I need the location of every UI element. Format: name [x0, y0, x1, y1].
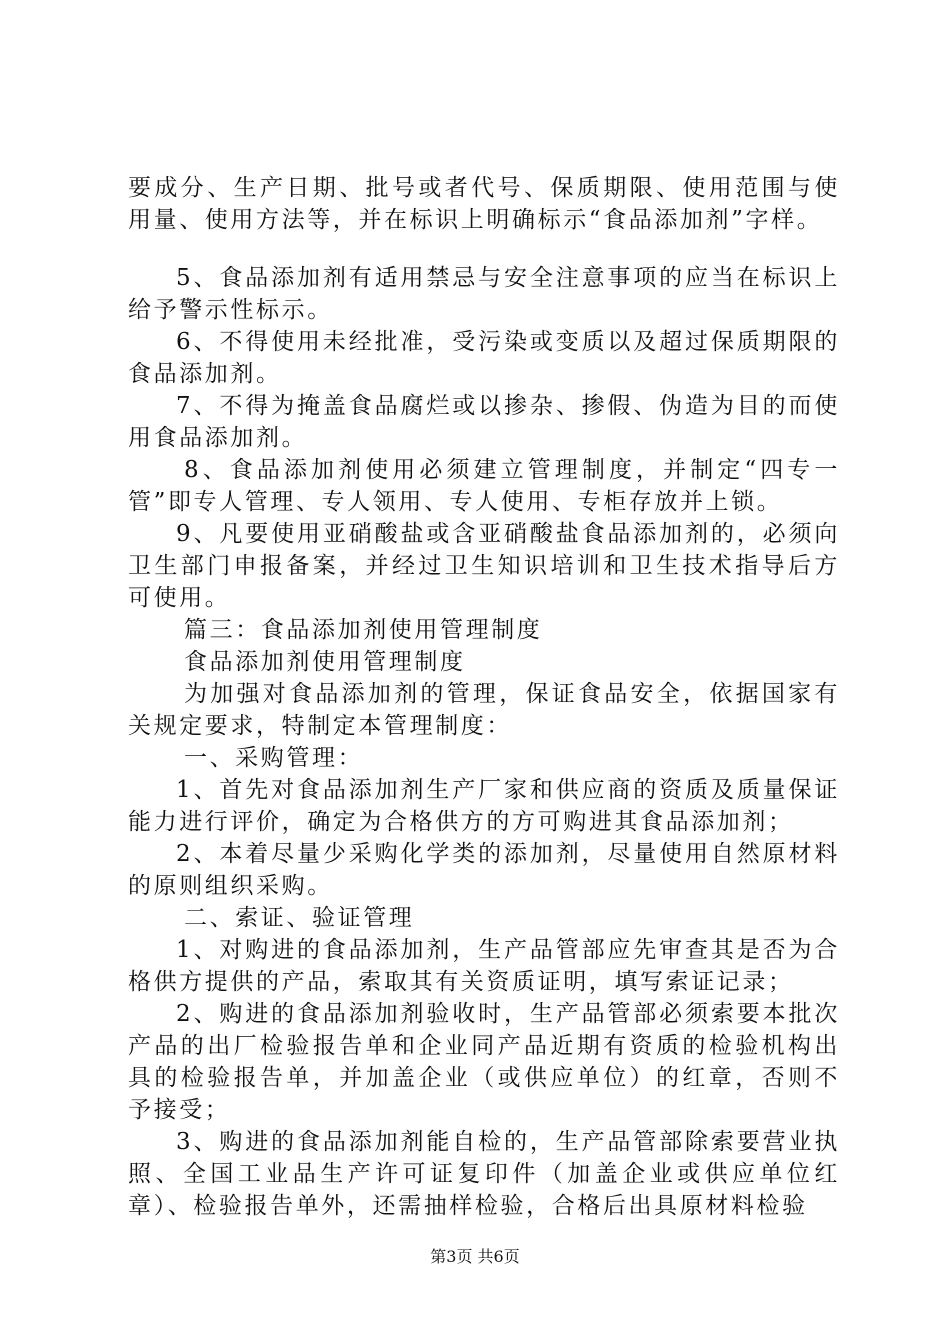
intro-paragraph: 为加强对食品添加剂的管理，保证食品安全，依据国家有关规定要求，特制定本管理制度： — [128, 681, 840, 739]
verification-item-2: 2、购进的食品添加剂验收时，生产品管部必须索要本批次产品的出厂检验报告单和企业同产品近期有资质的检验机构出具的检验报告单，并加盖企业（或供应单位）的红章，否则不予接受； — [128, 1001, 840, 1123]
paragraph-item-6: 6、不得使用未经批准，受污染或变质以及超过保质期限的食品添加剂。 — [128, 329, 840, 387]
subheading-verification: 二、索证、验证管理 — [184, 905, 415, 931]
verification-item-3: 3、购进的食品添加剂能自检的，生产品管部除索要营业执照、全国工业品生产许可证复印件（加盖企业或供应单位红章）、检验报告单外，还需抽样检验，合格后出具原材料检验 — [128, 1129, 840, 1219]
page-footer: 第3页 共6页 — [430, 1247, 520, 1266]
paragraph-gap — [128, 236, 840, 262]
paragraph-item-5: 5、食品添加剂有适用禁忌与安全注意事项的应当在标识上给予警示性标示。 — [128, 265, 840, 323]
subheading-purchase: 一、采购管理： — [184, 745, 364, 771]
document-body — [128, 172, 840, 1222]
purchase-item-2: 2、本着尽量少采购化学类的添加剂，尽量使用自然原材料的原则组织采购。 — [128, 841, 840, 899]
paragraph-continuation: 要成分、生产日期、批号或者代号、保质期限、使用范围与使用量、使用方法等，并在标识上明确标示“食品添加剂”字样。 — [128, 175, 840, 233]
verification-item-1: 1、对购进的食品添加剂，生产品管部应先审查其是否为合格供方提供的产品，索取其有关资质证明，填写索证记录； — [128, 937, 840, 995]
paragraph-item-9: 9、凡要使用亚硝酸盐或含亚硝酸盐食品添加剂的，必须向卫生部门申报备案，并经过卫生知识培训和卫生技术指导后方可使用。 — [128, 521, 840, 611]
paragraph-item-8: 8、食品添加剂使用必须建立管理制度，并制定“四专一管”即专人管理、专人领用、专人使用、专柜存放并上锁。 — [128, 457, 840, 515]
section-title: 食品添加剂使用管理制度 — [184, 649, 466, 675]
section-heading: 篇三：食品添加剂使用管理制度 — [184, 617, 543, 643]
paragraph-item-7: 7、不得为掩盖食品腐烂或以掺杂、掺假、伪造为目的而使用食品添加剂。 — [128, 393, 840, 451]
purchase-item-1: 1、首先对食品添加剂生产厂家和供应商的资质及质量保证能力进行评价，确定为合格供方的方可购进其食品添加剂； — [128, 777, 840, 835]
